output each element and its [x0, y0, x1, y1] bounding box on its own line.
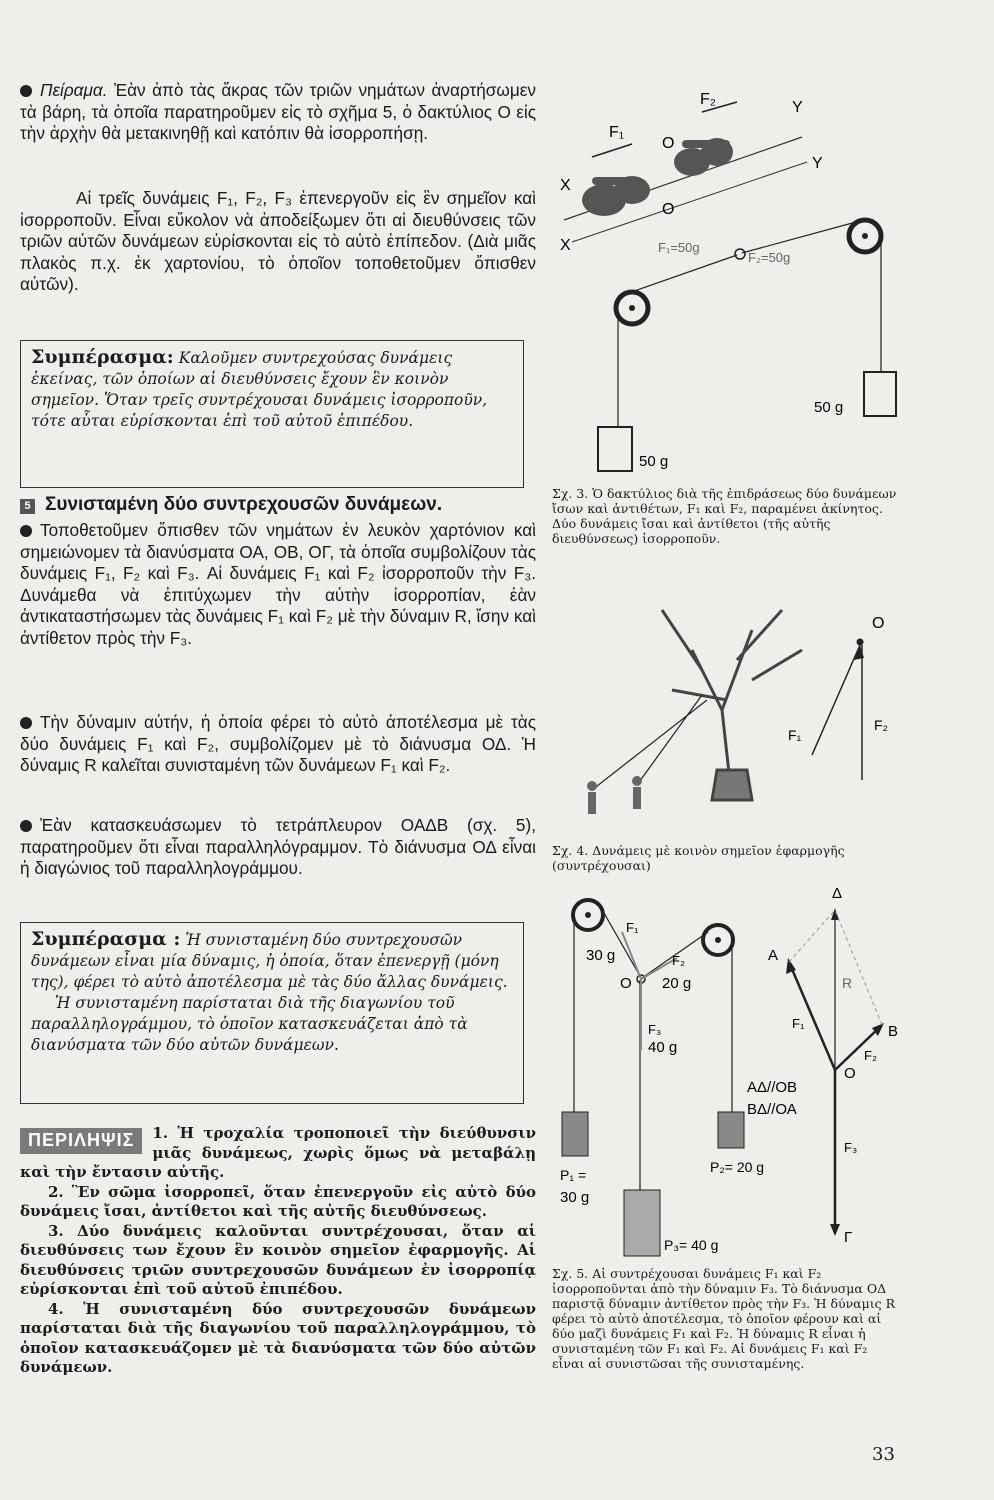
fig3-f2-weight-label: F₂=50g: [748, 250, 791, 265]
page-number: 33: [872, 1444, 895, 1465]
conclusion-box-1: [20, 340, 524, 488]
fig3-y-label-top: Y: [792, 99, 803, 116]
fig3-f2-label: F₂: [700, 91, 716, 108]
weight-p2: [718, 1112, 744, 1148]
summary-item-1: 1. Ἡ τροχαλία τροποποιεῖ τὴν διεύθυνσιν μιᾶς δυνάμεως, χωρὶς ὅμως νὰ μεταβάλῃ καὶ τὴν ἔντασιν αὐτῆς.: [20, 1124, 536, 1181]
fig5-a-label: A: [768, 947, 779, 964]
conclusion-2-heading: Συμπέρασμα :: [31, 928, 181, 950]
summary-block: [20, 1124, 536, 1378]
fig3-o-label: O: [662, 201, 675, 218]
fig5-p2-label: P₂= 20 g: [710, 1159, 765, 1175]
section-number: 5: [20, 499, 35, 514]
figure-5: [552, 880, 912, 1265]
summary-item-2: 2. Ἓν σῶμα ἰσορροπεῖ, ὅταν ἐπενεργοῦν εἰς αὐτὸ δύο δυνάμεις ἴσαι, ἀντίθετοι καὶ τῆς αὐτῆς διευθύνσεως.: [20, 1182, 536, 1220]
bullet-icon: [20, 820, 32, 832]
bullet-icon: [20, 717, 32, 729]
figure-5-caption: Σχ. 5. Αἱ συντρέχουσαι δυνάμεις F₁ καὶ F₂ ἰσορροποῦνται ἀπὸ τὴν δύναμιν F₃. Τὸ διάνυσμα ΟΔ παριστᾷ δύναμιν ἀντίθετον πρὸς τὴν F₃. Ἡ δύναμις R φέρει τὸ αὐτὸ ἀποτέλεσμα, τὸ ὁποῖον φέρουν καὶ αἱ δύο μαζὶ δυνάμεις F₁ καὶ F₂. Ἡ δύναμις R εἶναι ἡ συνισταμένη τῶν F₁ καὶ F₂. Αἱ δυνάμεις F₁ καὶ F₂ εἶναι αἱ συνιστῶσαι τῆς συνισταμένης.: [552, 1266, 896, 1371]
fig4-f1-label: F₁: [788, 727, 802, 743]
figure-4-caption: Σχ. 4. Δυνάμεις μὲ κοινὸν σημεῖον ἐφαρμογῆς (συντρέχουσαι): [552, 843, 845, 873]
fig3-x-label-top: X: [560, 177, 571, 194]
body-text-3: Ἐὰν κατασκευάσωμεν τὸ τετράπλευρον ΟΑΔΒ (σχ. 5), παρατηροῦμεν ὅτι εἶναι παραλληλόγραμμον. Τὸ διάνυσμα ΟΔ εἶναι ἡ διαγώνιος τοῦ παραλληλογράμμου.: [20, 815, 536, 879]
fig5-p1-label: P₁ =: [560, 1167, 587, 1183]
fig5-p1-value: 30 g: [560, 1189, 590, 1206]
intro-text-2: Αἱ τρεῖς δυνάμεις F₁, F₂, F₃ ἐπενεργοῦν εἰς ἓν σημεῖον καὶ ἰσορροποῦν. Εἶναι εὔκολον νὰ ἀποδείξωμεν ὅτι αἱ διευθύνσεις τῶν τριῶν αὐτῶν δυνάμεων εὑρίσκονται εἰς τὸ αὐτὸ ἐπίπεδον. (Διὰ μιᾶς πλακὸς π.χ. ἐκ χαρτονίου, τὸ ὁποῖον τοποθετοῦμεν ὄπισθεν αὐτῶν).: [20, 188, 536, 295]
tree-illustration: [662, 610, 802, 800]
body-paragraph-3: [20, 815, 536, 880]
fig5-f3-label: F₃: [648, 1022, 662, 1037]
pulling-people: [587, 776, 642, 814]
conclusion-2-text-2: Ἡ συνισταμένη παρίσταται διὰ τῆς διαγωνίου τοῦ παραλληλογράμμου, τὸ ὁποῖον κατασκευάζεται ἀπὸ τὰ διανύσματα τῶν δύο αὐτῶν δυνάμεων.: [31, 994, 468, 1054]
fig3-y-label: Y: [812, 155, 823, 172]
tug-of-war-people: [582, 138, 733, 216]
conclusion-1-heading: Συμπέρασμα:: [31, 346, 174, 368]
fig3-right-weight-label: 50 g: [814, 399, 844, 416]
fig5-parallel-1: ΑΔ//ΟΒ: [747, 1079, 798, 1096]
fig4-o-label: O: [872, 615, 885, 632]
body-text-2: Τὴν δύναμιν αὐτήν, ἡ ὁποία φέρει τὸ αὐτὸ ἀποτέλεσμα μὲ τὰς δύο δυνάμεις F₁ καὶ F₂, συμβολίζομεν μὲ τὸ διάνυσμα ΟΔ. Ἡ δύναμις R καλεῖται συνισταμένη τῶν δυνάμεων F₁ καὶ F₂.: [20, 712, 536, 776]
figure-3: [552, 82, 912, 482]
point-o: [857, 639, 864, 646]
fig5-f2-vector-label: F₂: [864, 1048, 877, 1063]
intro-paragraph-1: [20, 80, 536, 145]
fig5-f3-vector-label: F₃: [844, 1140, 858, 1155]
fig5-o-vector-label: O: [844, 1065, 856, 1082]
conclusion-box-2: [20, 922, 524, 1104]
intro-paragraph-2: [20, 188, 536, 296]
intro-text-1: Ἐὰν ἀπὸ τὰς ἄκρας τῶν τριῶν νημάτων ἀναρτήσωμεν τὰ βάρη, τὰ ὁποῖα παρατηροῦμεν εἰς τὸ σχῆμα 5, ὁ δακτύλιος Ο εἰς τὴν ἀρχὴν θὰ μετακινηθῇ καὶ κατόπιν θὰ ἰσορροπήσῃ.: [20, 80, 536, 144]
conclusion-2-text-1: Ἡ συνισταμένη δύο συντρεχουσῶν δυνάμεων εἶναι μία δύναμις, ἡ ὁποία, ὅταν ἐπενεργῇ (μόνη της), φέρει τὸ αὐτὸ ἀποτέλεσμα μὲ τὰς δύο ἄλλας δυνάμεις.: [31, 931, 508, 991]
fig4-f2-label: F₂: [874, 717, 888, 733]
body-paragraph-1: [20, 520, 536, 650]
fig5-b-label: B: [888, 1023, 899, 1040]
fig5-r-label: R: [842, 975, 853, 991]
fig5-parallel-2: ΒΔ//ΟΑ: [747, 1101, 797, 1118]
summary-item-4: 4. Ἡ συνισταμένη δύο συντρεχουσῶν δυνάμεων παρίσταται διὰ τῆς διαγωνίου τοῦ παραλληλογράμμου, τὸ ὁποῖον κατασκευάζομεν μὲ τὰ διανύσματα τῶν δύο αὐτῶν δυνάμεων.: [20, 1299, 536, 1376]
figure-4: [552, 590, 912, 840]
fig5-delta-label: Δ: [832, 885, 843, 902]
fig3-o-label-top: O: [662, 135, 675, 152]
summary-item-3: 3. Δύο δυνάμεις καλοῦνται συντρέχουσαι, ὅταν αἱ διευθύνσεις των ἔχουν ἓν κοινὸν σημεῖον ἐφαρμογῆς. Αἱ διευθύνσεις τριῶν συντρεχουσῶν δυνάμεων ἐν ἰσορροπίᾳ εὑρίσκονται ἐπὶ τοῦ αὐτοῦ ἐπιπέδου.: [20, 1221, 536, 1298]
fig5-f1-label: F₁: [626, 920, 639, 935]
fig3-f1-weight-label: F₁=50g: [658, 240, 700, 255]
right-weight: [864, 372, 896, 416]
left-weight: [598, 427, 632, 471]
intro-lead: Πείραμα.: [40, 80, 108, 100]
fig5-20g-label: 20 g: [662, 975, 692, 992]
weight-p3: [624, 1190, 660, 1256]
bullet-icon: [20, 85, 32, 97]
fig5-40g-label: 40 g: [648, 1039, 678, 1056]
fig3-left-weight-label: 50 g: [639, 453, 669, 470]
fig3-x-label: X: [560, 237, 571, 254]
fig5-30g-label: 30 g: [586, 947, 616, 964]
weight-p1: [562, 1112, 588, 1156]
f1-vector: [812, 645, 860, 755]
section-title: Συνισταμένη δύο συντρεχουσῶν δυνάμεων.: [45, 494, 443, 515]
summary-banner: ΠΕΡΙΛΗΨΙΣ: [20, 1128, 142, 1154]
fig5-o-label: O: [620, 975, 632, 992]
fig5-f1-vector-label: F₁: [792, 1016, 805, 1031]
figure-3-caption: Σχ. 3. Ὁ δακτύλιος διὰ τῆς ἐπιδράσεως δύο δυνάμεων ἴσων καὶ ἀντιθέτων, F₁ καὶ F₂, παραμένει ἀκίνητος. Δύο δυνάμεις ἴσαι καὶ ἀντίθετοι (τῆς αὐτῆς διευθύνσεως) ἰσορροποῦν.: [552, 486, 897, 546]
fig3-f1-label: F₁: [609, 124, 625, 141]
ring: [735, 249, 745, 259]
section-heading: [20, 494, 536, 516]
fig5-f2-label: F₂: [672, 953, 685, 968]
fig5-g-label: Γ: [844, 1229, 853, 1246]
bullet-icon: [20, 525, 32, 537]
conclusion-1-text: Καλοῦμεν συντρεχούσας δυνάμεις ἐκείνας, τῶν ὁποίων αἱ διευθύνσεις ἔχουν ἓν κοινὸν σημεῖον. Ὅταν τρεῖς συντρέχουσαι δυνάμεις ἰσορροποῦν, τότε αὗται εὑρίσκονται ἐπὶ τοῦ αὐτοῦ ἐπιπέδου.: [31, 349, 488, 430]
body-paragraph-2: [20, 712, 536, 777]
body-text-1: Τοποθετοῦμεν ὄπισθεν τῶν νημάτων ἐν λευκὸν χαρτόνιον καὶ σημειώνομεν τὰ διανύσματα ΟΑ, ΟΒ, ΟΓ, τὰ ὁποῖα συμβολίζουν τὰς δυνάμεις F₁, F₂ καὶ F₃. Αἱ δυνάμεις F₁ καὶ F₂ ἰσορροποῦν τὴν F₃. Δυνάμεθα νὰ ἐπιτύχωμεν τὴν αὐτὴν ἰσορροπίαν, ἐὰν ἀντικαταστήσωμεν τὰς δυνάμεις F₁ καὶ F₂ μὲ τὴν δύναμιν R, ἴσην καὶ ἀντίθετον πρὸς τὴν F₃.: [20, 520, 536, 648]
fig5-p3-label: P₃= 40 g: [664, 1237, 719, 1253]
